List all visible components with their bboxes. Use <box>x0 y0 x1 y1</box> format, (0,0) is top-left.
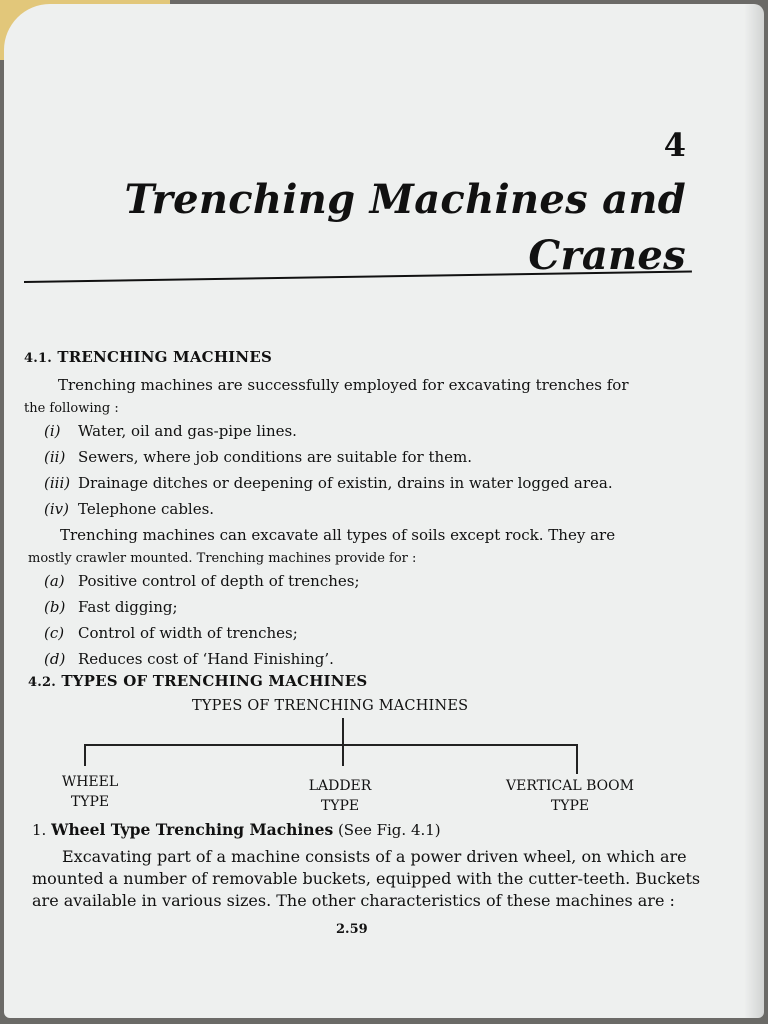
type-vertical-boom: VERTICAL BOOM TYPE <box>506 778 634 814</box>
page-number: 2.59 <box>336 922 368 937</box>
list-marker: (b) <box>44 598 66 616</box>
book-page <box>4 4 764 1018</box>
list-item <box>44 446 472 468</box>
section-title: TYPES OF TRENCHING MACHINES <box>61 672 368 690</box>
list-item <box>44 622 298 644</box>
list-item <box>44 570 360 592</box>
paragraph-line: Excavating part of a machine consists of a power driven wheel, on which are <box>62 847 687 866</box>
chapter-title <box>26 172 686 284</box>
list-item-text: Telephone cables. <box>78 500 215 518</box>
section-number: 4.1. <box>24 351 52 366</box>
chapter-title-line2: Cranes <box>528 232 686 279</box>
para2-line-2: mostly crawler mounted. Trenching machines provide for : <box>28 551 417 566</box>
list-item-text: Positive control of depth of trenches; <box>78 572 360 590</box>
subsection-number: 1. <box>32 821 47 839</box>
list-item-text: Water, oil and gas-pipe lines. <box>78 422 297 440</box>
list-marker: (c) <box>44 624 65 642</box>
list-marker: (i) <box>44 422 61 440</box>
paragraph-line: are available in various sizes. The other characteristics of these machines are : <box>32 891 675 910</box>
chapter-number: 4 <box>663 126 686 164</box>
type-wheel: WHEEL TYPE <box>61 774 119 810</box>
subsection-heading <box>32 820 441 839</box>
type-ladder: LADDER TYPE <box>308 778 372 814</box>
list-item <box>44 596 178 618</box>
tree-branch-left <box>84 744 86 766</box>
section-heading-4-2 <box>28 672 367 690</box>
list-marker: (iii) <box>44 474 71 492</box>
page-shadow <box>744 4 764 1018</box>
list-item-text: Drainage ditches or deepening of existin, drains in water logged area. <box>78 474 613 492</box>
list-marker: (a) <box>44 572 65 590</box>
list-marker: (ii) <box>44 448 66 466</box>
wheel-type-paragraph <box>32 846 704 912</box>
para2-line-1: Trenching machines can excavate all types of soils except rock. They are <box>60 526 616 544</box>
diagram-title: TYPES OF TRENCHING MACHINES <box>192 698 469 714</box>
intro-line-1: Trenching machines are successfully employed for excavating trenches for <box>58 376 629 394</box>
list-marker: (d) <box>44 650 66 668</box>
subsection-title: Wheel Type Trenching Machines <box>51 820 334 839</box>
tree-stem <box>342 718 344 746</box>
section-number: 4.2. <box>28 675 56 690</box>
section-title: TRENCHING MACHINES <box>57 348 272 366</box>
tree-branch-middle <box>342 744 344 766</box>
list-marker: (iv) <box>44 500 69 518</box>
paragraph-line: mounted a number of removable buckets, equipped with the cutter-teeth. Buckets <box>32 869 701 888</box>
intro-line-2: the following : <box>24 401 119 416</box>
list-item <box>44 498 214 520</box>
list-item-text: Reduces cost of ‘Hand Finishing’. <box>78 650 334 668</box>
list-item <box>44 420 297 442</box>
list-item-text: Sewers, where job conditions are suitable for them. <box>78 448 472 466</box>
figure-reference: (See Fig. 4.1) <box>337 821 441 839</box>
list-item <box>44 472 613 494</box>
tree-branch-right <box>576 744 578 774</box>
tree-branch-bar <box>84 744 578 746</box>
list-item-text: Fast digging; <box>78 598 178 616</box>
list-item-text: Control of width of trenches; <box>78 624 298 642</box>
list-item <box>44 648 334 670</box>
chapter-title-line1: Trenching Machines and <box>124 176 686 223</box>
section-heading-4-1 <box>24 348 272 366</box>
